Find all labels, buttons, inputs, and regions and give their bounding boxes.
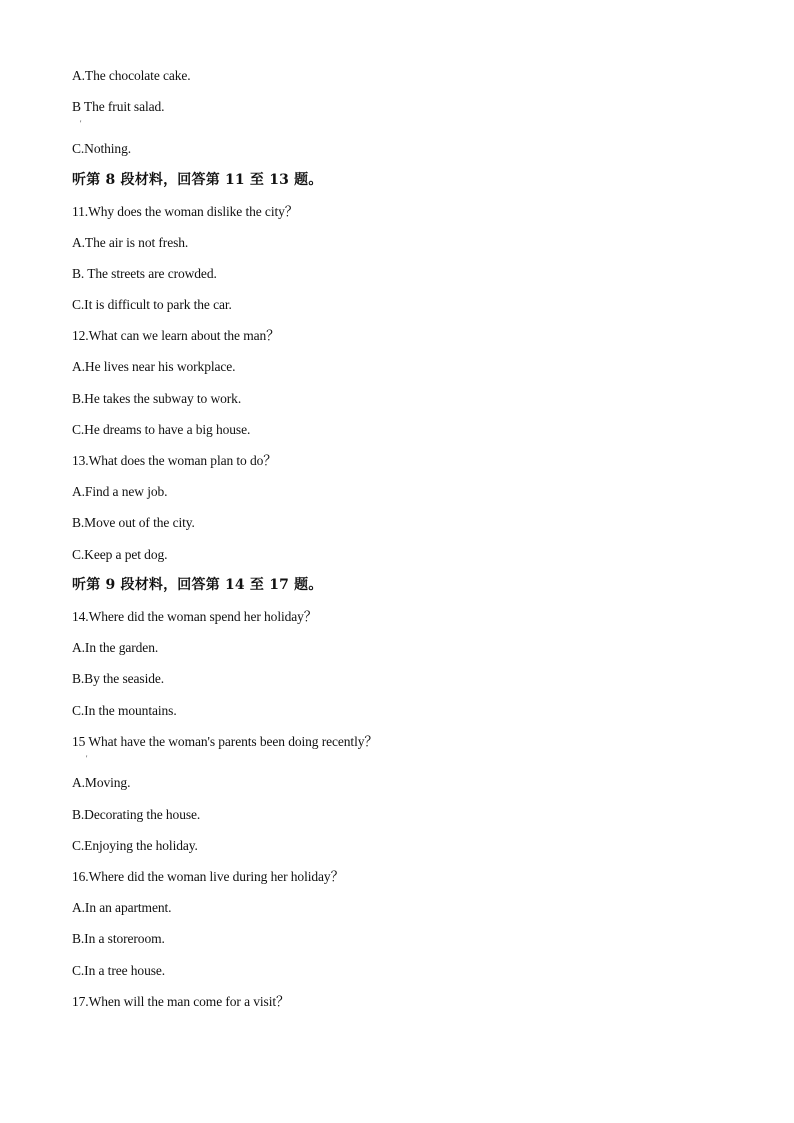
q15-option-b: B.Decorating the house. bbox=[72, 807, 201, 822]
q11-option-c: C.It is difficult to park the car. bbox=[72, 297, 232, 312]
option-c-prev: C.Nothing. bbox=[72, 141, 132, 156]
q13-option-b: B.Move out of the city. bbox=[72, 515, 195, 530]
q15-option-a: A.Moving. bbox=[72, 775, 131, 790]
option-a-prev: A.The chocolate cake. bbox=[72, 68, 191, 83]
q12-option-c: C.He dreams to have a big house. bbox=[72, 422, 251, 437]
question-15: 15 What have the woman's parents been doing recently？ bbox=[72, 734, 378, 749]
question-11: 11.Why does the woman dislike the city？ bbox=[72, 204, 299, 219]
q11-option-a: A.The air is not fresh. bbox=[72, 235, 189, 250]
q14-option-c: C.In the mountains. bbox=[72, 703, 177, 718]
option-b-prev: B The fruit salad. bbox=[72, 99, 165, 114]
q11-option-b: B. The streets are crowded. bbox=[72, 266, 217, 281]
q13-option-a: A.Find a new job. bbox=[72, 484, 168, 499]
section-heading-8: 听第 8 段材料，回答第 11 至 13 题。 bbox=[72, 172, 323, 188]
q15-option-c: C.Enjoying the holiday. bbox=[72, 838, 198, 853]
q12-option-b: B.He takes the subway to work. bbox=[72, 391, 242, 406]
question-12: 12.What can we learn about the man？ bbox=[72, 328, 280, 343]
q16-option-b: B.In a storeroom. bbox=[72, 931, 165, 946]
question-16: 16.Where did the woman live during her holiday？ bbox=[72, 869, 344, 884]
q16-option-a: A.In an apartment. bbox=[72, 900, 172, 915]
q13-option-c: C.Keep a pet dog. bbox=[72, 547, 168, 562]
section-heading-9: 听第 9 段材料，回答第 14 至 17 题。 bbox=[72, 577, 323, 593]
q14-option-a: A.In the garden. bbox=[72, 640, 159, 655]
question-13: 13.What does the woman plan to do？ bbox=[72, 453, 277, 468]
stray-mark: ' bbox=[80, 119, 82, 128]
q14-option-b: B.By the seaside. bbox=[72, 671, 165, 686]
q16-option-c: C.In a tree house. bbox=[72, 963, 166, 978]
stray-mark: ' bbox=[86, 754, 88, 763]
question-14: 14.Where did the woman spend her holiday？ bbox=[72, 609, 318, 624]
q12-option-a: A.He lives near his workplace. bbox=[72, 359, 236, 374]
question-17: 17.When will the man come for a visit？ bbox=[72, 994, 290, 1009]
